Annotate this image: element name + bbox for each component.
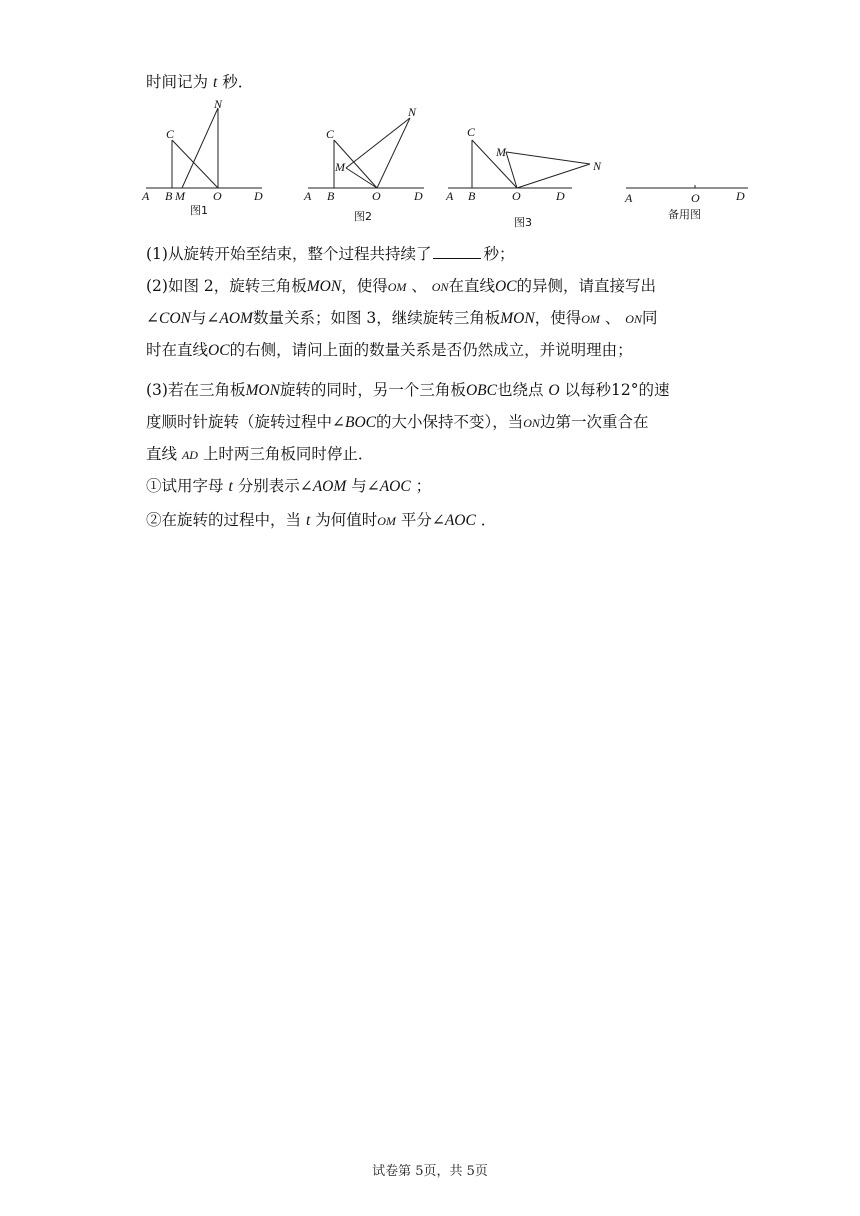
fig3-label-b: B (468, 189, 476, 203)
q2-aom: AOM (219, 310, 253, 327)
question-3-line-2 (146, 412, 648, 433)
q3-aom: AOM (312, 478, 347, 495)
fig1-label-d: D (254, 189, 263, 203)
intro-text: 时间记为 (146, 73, 209, 91)
figure-spare (620, 96, 755, 226)
q3-text: ②在旋转的过程中，当 (146, 511, 302, 529)
fig4-label-o: O (691, 191, 700, 205)
q2-con: CON (159, 310, 191, 327)
q3-text: 边第一次重合在 (539, 413, 649, 431)
q3-point-o: O (548, 382, 560, 399)
q3-text: 的大小保持不变），当 (376, 413, 524, 431)
question-3-line-1 (146, 380, 670, 401)
fig1-label-m: M (175, 189, 185, 203)
fig1-caption: 图1 (190, 204, 208, 217)
intro-suffix: 秒． (222, 73, 254, 91)
fig3-segment-mn (506, 152, 590, 164)
q2-on: ON (431, 280, 449, 294)
fig1-label-c: C (166, 127, 175, 141)
q2-text: ，使得 (341, 277, 388, 295)
q3-mon: MON (245, 382, 280, 399)
q3-on: ON (523, 416, 540, 430)
q2-text: 的异侧，请直接写出 (516, 277, 657, 295)
q2-text: 时在直线 (146, 341, 209, 359)
q1-suffix: 秒； (483, 245, 515, 263)
fig2-label-d: D (414, 189, 423, 203)
fig1-label-o: O (213, 189, 222, 203)
q2-om: OM (581, 312, 600, 326)
time-variable: t (212, 74, 218, 91)
q1-text: (1)从旋转开始至结束，整个过程共持续了 (146, 245, 432, 263)
q3-text: 平分∠ (400, 511, 445, 529)
fig3-label-c: C (467, 125, 476, 139)
q3-text: 与∠ (351, 477, 380, 495)
q3-obc: OBC (465, 382, 497, 399)
q2-text: ∠ (146, 309, 159, 327)
question-3-subpart-1 (146, 476, 431, 497)
fig3-label-o: O (512, 189, 521, 203)
q2-text: 在直线 (448, 277, 495, 295)
q2-mon: MON (500, 310, 535, 327)
fig2-caption: 图2 (354, 210, 372, 223)
figure-2 (302, 96, 432, 231)
fig2-segment-mn (346, 118, 410, 168)
q3-om: OM (377, 514, 396, 528)
q3-text: ． (480, 511, 497, 529)
q2-oc: OC (494, 278, 517, 295)
q3-text: 直线 (146, 445, 178, 463)
q3-text: 也绕点 (496, 381, 544, 399)
q3-text: 为何值时 (315, 511, 378, 529)
q3-t: t (228, 478, 233, 495)
q3-text: 旋转的同时，另一个三角板 (279, 381, 466, 399)
question-2-line-1 (146, 276, 656, 297)
q2-text: 与∠ (190, 309, 220, 327)
q3-text: 度顺时针旋转（旋转过程中∠ (146, 413, 345, 431)
fig4-label-d: D (736, 189, 745, 203)
q2-mon: MON (306, 278, 342, 295)
q2-text: 同 (641, 309, 658, 327)
fig1-label-b: B (165, 189, 173, 203)
fig1-segment-nm (182, 108, 218, 188)
fig3-label-d: D (556, 189, 565, 203)
fig1-label-n: N (214, 97, 223, 111)
fig2-label-b: B (327, 189, 335, 203)
fig3-label-n: N (593, 159, 602, 173)
intro-line (146, 72, 253, 93)
fig3-label-m: M (496, 145, 506, 159)
question-3-subpart-2 (146, 510, 496, 531)
fig2-label-m: M (335, 160, 345, 174)
q2-text: ，使得 (534, 309, 582, 327)
fig1-label-a: A (142, 189, 150, 203)
fig2-label-c: C (326, 127, 335, 141)
fig3-segment-co (472, 140, 517, 188)
q2-on: ON (625, 312, 642, 326)
q3-text: 分别表示∠ (237, 477, 313, 495)
q2-text: 的右侧，请问上面的数量关系是否仍然成立，并说明理由； (229, 341, 633, 359)
q3-aoc: AOC (379, 478, 411, 495)
fig3-segment-no (517, 164, 590, 188)
fig2-label-a: A (304, 189, 312, 203)
q3-aoc: AOC (444, 512, 476, 529)
fig3-label-a: A (446, 189, 454, 203)
question-2-line-3 (146, 340, 633, 361)
question-3-line-3 (146, 444, 373, 465)
fig1-segment-co (172, 140, 218, 188)
question-1 (146, 244, 514, 264)
fig4-caption: 备用图 (668, 208, 701, 221)
q2-om: OM (387, 280, 407, 294)
q3-text: 上时两三角板同时停止． (202, 445, 374, 463)
q2-text: (2)如图 2，旋转三角板 (146, 277, 307, 295)
q2-oc: OC (208, 342, 230, 359)
question-2-line-2 (146, 308, 657, 329)
page-footer: 试卷第 5页，共 5页 (372, 1164, 488, 1179)
answer-blank[interactable] (433, 244, 481, 259)
q3-ad: AD (181, 448, 198, 462)
q3-text: ； (415, 477, 432, 495)
figure-1 (140, 96, 270, 226)
q3-text: (3)若在三角板 (146, 381, 246, 399)
fig2-segment-no (377, 118, 410, 188)
q2-text: 数量关系；如图 3，继续旋转三角板 (252, 309, 501, 327)
fig4-label-a: A (625, 191, 633, 205)
q3-t: t (305, 512, 311, 529)
fig2-label-n: N (408, 105, 417, 119)
fig2-label-o: O (372, 189, 381, 203)
q2-text: 、 (411, 277, 427, 295)
figure-3 (442, 96, 612, 236)
q3-text: ①试用字母 (146, 477, 224, 495)
q3-boc: BOC (345, 414, 376, 431)
q3-text: 以每秒12°的速 (564, 381, 670, 399)
fig3-caption: 图3 (514, 216, 532, 229)
q2-text: 、 (604, 309, 621, 327)
